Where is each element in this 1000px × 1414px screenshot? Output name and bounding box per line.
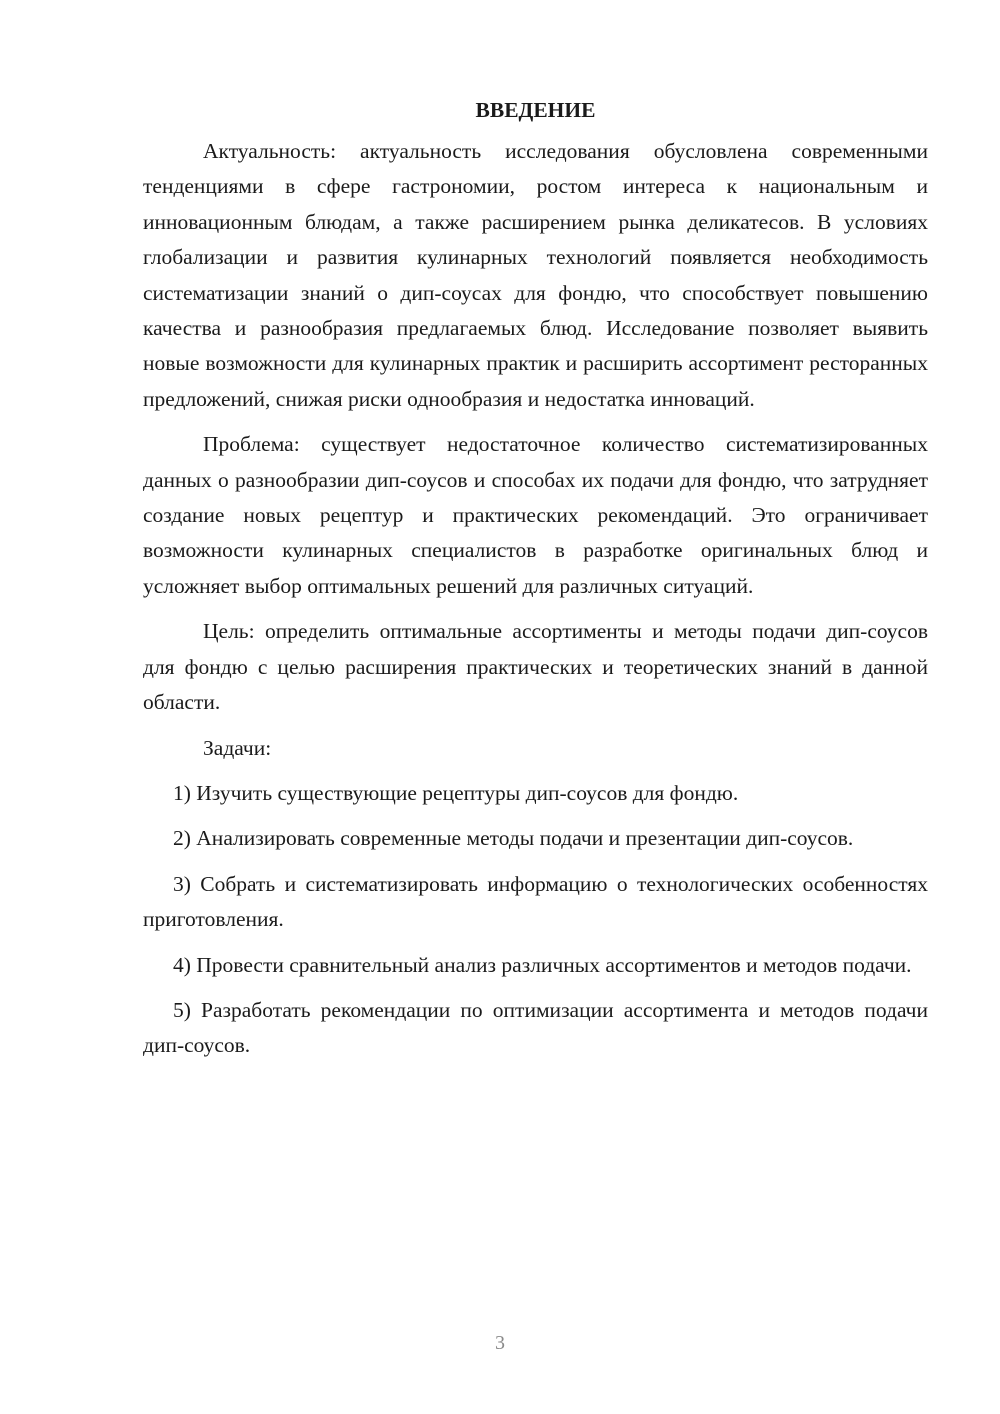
problem-paragraph: Проблема: существует недостаточное количество систематизированных данных о разнообразии дип-соусов и способах их подачи для фондю, что затрудняет создание новых рецептур и практических рекомендаций. Это ограничивает возможности кулинарных специалистов в разработке оригинальных блюд и усложняет выбор оптимальных решений для различных ситуаций.	[143, 432, 928, 598]
task-item-4: 4) Провести сравнительный анализ различных ассортиментов и методов подачи.	[173, 952, 912, 977]
goal-paragraph: Цель: определить оптимальные ассортименты и методы подачи дип-соусов для фондю с целью расширения практических и теоретических знаний в данной области.	[143, 619, 928, 715]
page-number: 3	[495, 1332, 505, 1354]
task-item-3: 3) Собрать и систематизировать информацию о технологических особенностях приготовления.	[143, 871, 928, 932]
page-title: ВВЕДЕНИЕ	[475, 98, 596, 122]
document-page	[143, 93, 928, 1064]
tasks-heading: Задачи:	[203, 735, 272, 760]
task-item-1: 1) Изучить существующие рецептуры дип-соусов для фондю.	[173, 780, 739, 805]
relevance-paragraph: Актуальность: актуальность исследования обусловлена современными тенденциями в сфере гастрономии, ростом интереса к национальным и инновационным блюдам, а также расширением рынка деликатесов. В условиях глобализации и развития кулинарных технологий появляется необходимость систематизации знаний о дип-соусах для фондю, что способствует повышению качества и разнообразия предлагаемых блюд. Исследование позволяет выявить новые возможности для кулинарных практик и расширить ассортимент ресторанных предложений, снижая риски однообразия и недостатка инноваций.	[143, 139, 928, 411]
task-item-2: 2) Анализировать современные методы подачи и презентации дип-соусов.	[173, 826, 854, 851]
task-item-5: 5) Разработать рекомендации по оптимизации ассортимента и методов подачи дип-соусов.	[143, 997, 928, 1058]
